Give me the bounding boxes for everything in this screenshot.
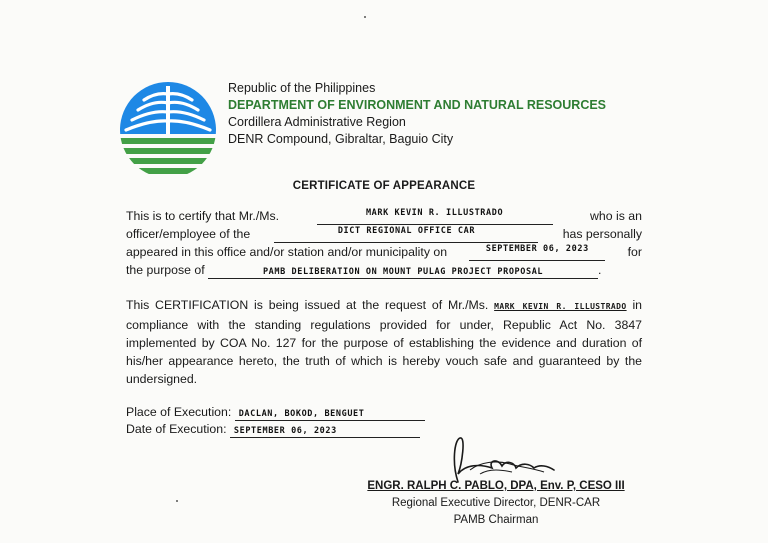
agency-name: DEPARTMENT OF ENVIRONMENT AND NATURAL RESOURCES: [228, 98, 607, 112]
text-for: for: [627, 245, 642, 259]
text-who-is: who is an: [590, 209, 642, 223]
request-paragraph: [126, 296, 642, 388]
address-line: DENR Compound, Gibraltar, Baguio City: [228, 132, 454, 146]
text-appeared: appeared in this office and/or station and/or municipality on: [126, 245, 448, 259]
place-label: Place of Execution:: [126, 405, 232, 419]
scan-speck: [176, 500, 178, 502]
office-field: DICT REGIONAL OFFICE CAR: [274, 225, 538, 243]
requester-name: MARK KEVIN R. ILLUSTRADO: [494, 302, 627, 311]
execution-details: [126, 404, 425, 438]
text-has-appeared: has personally: [562, 227, 642, 241]
text-request: This CERTIFICATION is being issued at the request of Mr./Ms.: [126, 298, 489, 312]
date-field: SEPTEMBER 06, 2023: [230, 425, 420, 438]
signatory-position: Regional Executive Director, DENR-CAR: [391, 497, 601, 509]
region-line: Cordillera Administrative Region: [228, 115, 406, 129]
denr-logo-icon: [118, 80, 218, 180]
signatory-name: ENGR. RALPH C. PABLO, DPA, Env. P, CESO III: [367, 480, 625, 492]
text-certify: This is to certify that Mr./Ms.: [126, 209, 280, 223]
letterhead: [228, 80, 606, 148]
text-purpose-of: the purpose of: [126, 263, 205, 277]
certification-paragraph: [126, 207, 642, 279]
text-compliance: in compliance with the standing regulations provided for under, Republic Act No. 3847 implemented by COA No. 127 for the purpose of establishing the evidence and duration of his/her appearance hereto, the truth of which is hereby vouch safe and guaranteed by the undersigned.: [126, 298, 643, 386]
signature-icon: [440, 434, 560, 484]
date-label: Date of Execution:: [126, 422, 227, 436]
signatory-block: [366, 478, 626, 529]
certificate-title: CERTIFICATE OF APPEARANCE: [292, 180, 476, 192]
scan-speck: [364, 16, 366, 18]
purpose-field: PAMB DELIBERATION ON MOUNT PULAG PROJECT PROPOSAL: [208, 266, 598, 279]
signatory-role: PAMB Chairman: [453, 514, 539, 526]
text-officer: officer/employee of the: [126, 227, 251, 241]
place-field: DACLAN, BOKOD, BENGUET: [235, 408, 425, 421]
appearance-date-field: SEPTEMBER 06, 2023: [469, 243, 605, 261]
text-period: .: [598, 263, 602, 277]
person-name-field: MARK KEVIN R. ILLUSTRADO: [317, 207, 553, 225]
republic-line: Republic of the Philippines: [228, 81, 376, 95]
